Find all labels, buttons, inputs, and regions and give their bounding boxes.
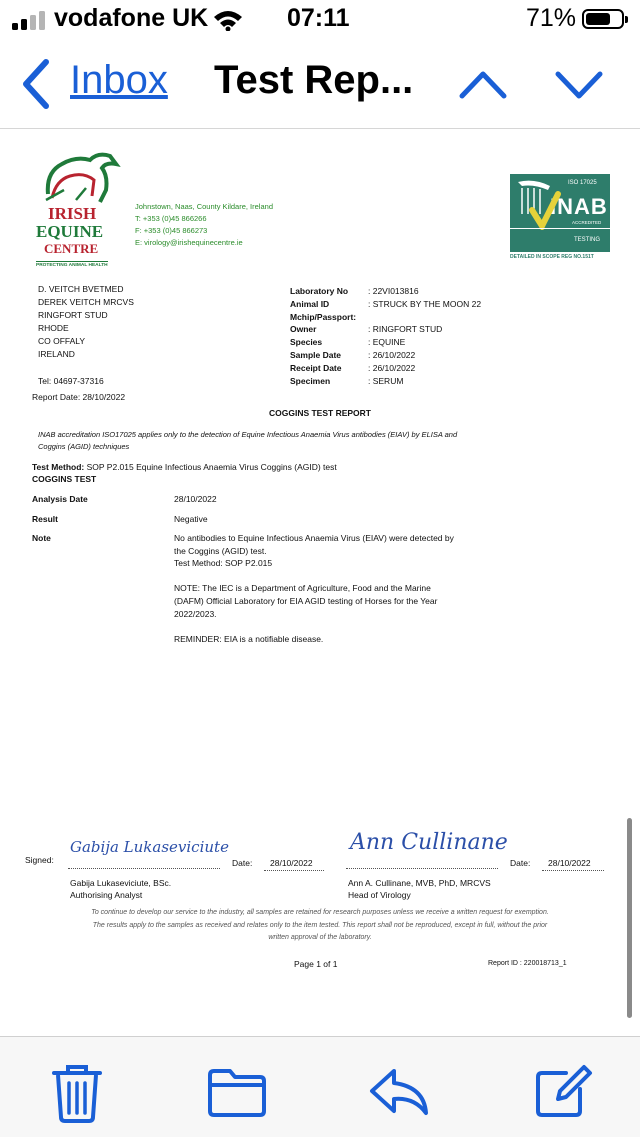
contact-fax: F: +353 (0)45 866273 [135,226,208,235]
note-line: (DAFM) Official Laboratory for EIA AGID testing of Horses for the Year [174,596,438,606]
disclaimer-line-1: To continue to develop our service to the industry, all samples are retained for research purposes unless we receive a written request for exemption. [91,909,549,916]
detail-label: Laboratory No [290,286,349,296]
detail-label: Specimen [290,375,331,386]
date-label-2: Date: [510,858,531,868]
detail-value: : EQUINE [368,337,406,348]
addressee-line: CO OFFALY [38,336,86,346]
iec-logo [36,150,128,274]
battery-icon [582,9,624,29]
bottom-toolbar [0,1036,640,1137]
reply-button[interactable] [366,1059,436,1129]
folder-icon [204,1059,270,1125]
detail-value: : 22VI013816 [368,286,419,296]
note-line: REMINDER: EIA is a notifiable disease. [174,633,324,644]
analysis-date-value: 28/10/2022 [174,494,217,504]
note-line: NOTE: The IEC is a Department of Agriculture, Food and the Marine [174,583,431,594]
wifi-icon [212,9,244,31]
move-folder-button[interactable] [204,1059,274,1129]
inab-accredited: ACCREDITED [572,220,602,225]
detail-label: Receipt Date [290,362,342,373]
disclaimer-line-2: The results apply to the samples as received and relates only to the item tested. This report shall not be reproduced, except in full, without the prior [92,922,548,929]
navigation-bar [0,40,640,129]
chevron-up-icon[interactable] [458,68,508,102]
inab-badge [510,174,610,264]
trash-button[interactable] [44,1059,114,1129]
battery-percent: 71% [526,4,577,32]
logo-line-equine: EQUINE [36,222,104,241]
signature-1: Gabija Lukaseviciute [70,838,229,856]
report-title: COGGINS TEST REPORT [268,408,371,418]
checkmark-icon [528,190,562,230]
test-method-label: Test Method: [32,462,85,472]
date-label-1: Date: [232,858,253,868]
section-title: COGGINS TEST [32,474,97,484]
addressee-line: DEREK VEITCH MRCVS [38,297,134,307]
signal-icon [12,10,48,30]
note-line: the Coggins (AGID) test. [174,545,267,556]
addressee-line: RHODE [38,323,69,333]
test-method-value: SOP P2.015 Equine Infectious Anaemia Virus Coggins (AGID) test [86,462,337,472]
logo-line-irish: IRISH [48,204,97,223]
pdf-attachment-view[interactable] [0,130,640,1035]
report-id: Report ID : 220018713_1 [488,960,567,967]
message-title: Test Rep... [214,58,414,102]
accreditation-note-line-2: Coggins (AGID) techniques [38,442,130,451]
horse-logo-icon [36,150,128,206]
inab-testing: TESTING [574,237,601,243]
contact-tel: T: +353 (0)45 866266 [135,214,207,223]
signer-1-name: Gabija Lukaseviciute, BSc. [70,878,172,888]
contact-address: Johnstown, Naas, County Kildare, Ireland [135,202,273,211]
note-line: 2022/2023. [174,608,217,619]
inab-name: INAB [550,194,608,219]
sign-date-1: 28/10/2022 [270,858,313,868]
detail-value: : STRUCK BY THE MOON 22 [368,298,482,309]
detail-label: Mchip/Passport: [290,311,357,322]
status-bar [0,0,640,40]
signer-2-role: Head of Virology [348,890,411,900]
logo-line-centre: CENTRE [44,241,99,256]
accreditation-note-line-1: INAB accreditation ISO17025 applies only to the detection of Equine Infectious Anaemia Virus antibodies (EIAV) by ELISA and [38,430,458,439]
note-label: Note [32,533,51,543]
result-value: Negative [174,514,208,524]
addressee-line: IRELAND [38,349,75,359]
compose-icon [530,1059,596,1125]
signer-2-name: Ann A. Cullinane, MVB, PhD, MRCVS [348,878,491,888]
reply-icon [366,1059,432,1125]
page-number: Page 1 of 1 [294,959,338,969]
result-label: Result [32,514,58,524]
report-date: Report Date: 28/10/2022 [32,392,126,402]
clock: 07:11 [287,4,350,32]
signature-2: Ann Cullinane [350,830,508,855]
detail-label: Owner [290,324,317,335]
inab-scope: DETAILED IN SCOPE REG NO.151T [510,254,594,260]
compose-button[interactable] [530,1059,600,1129]
analysis-date-label: Analysis Date [32,494,88,504]
back-button[interactable] [14,54,184,110]
signer-1-role: Authorising Analyst [70,890,143,900]
detail-label: Animal ID [290,298,330,309]
detail-label: Species [290,337,323,348]
logo-tagline: PROTECTING ANIMAL HEALTH [36,263,108,268]
detail-value: : RINGFORT STUD [368,324,443,335]
detail-label: Sample Date [290,350,342,360]
note-line: No antibodies to Equine Infectious Anaemia Virus (EIAV) were detected by [174,533,454,543]
note-line: Test Method: SOP P2.015 [174,558,273,569]
detail-value: : 26/10/2022 [368,362,416,373]
back-label: Inbox [70,58,168,102]
addressee-tel: Tel: 04697-37316 [38,376,104,386]
disclaimer-line-3: written approval of the laboratory. [268,934,372,941]
chevron-left-icon [18,58,54,110]
test-method-line [32,462,337,472]
addressee-line: D. VEITCH BVETMED [38,284,124,294]
detail-value: : SERUM [368,375,404,386]
signed-label: Signed: [25,855,54,865]
sign-date-2: 28/10/2022 [548,858,591,868]
contact-email: E: virology@irishequinecentre.ie [135,238,243,247]
inab-iso: ISO 17025 [568,180,597,186]
addressee-line: RINGFORT STUD [38,310,108,320]
scrollbar[interactable] [627,818,632,1018]
detail-value: : 26/10/2022 [368,350,416,360]
carrier-name: vodafone UK [54,4,209,32]
trash-icon [44,1059,110,1125]
chevron-down-icon[interactable] [554,68,604,102]
